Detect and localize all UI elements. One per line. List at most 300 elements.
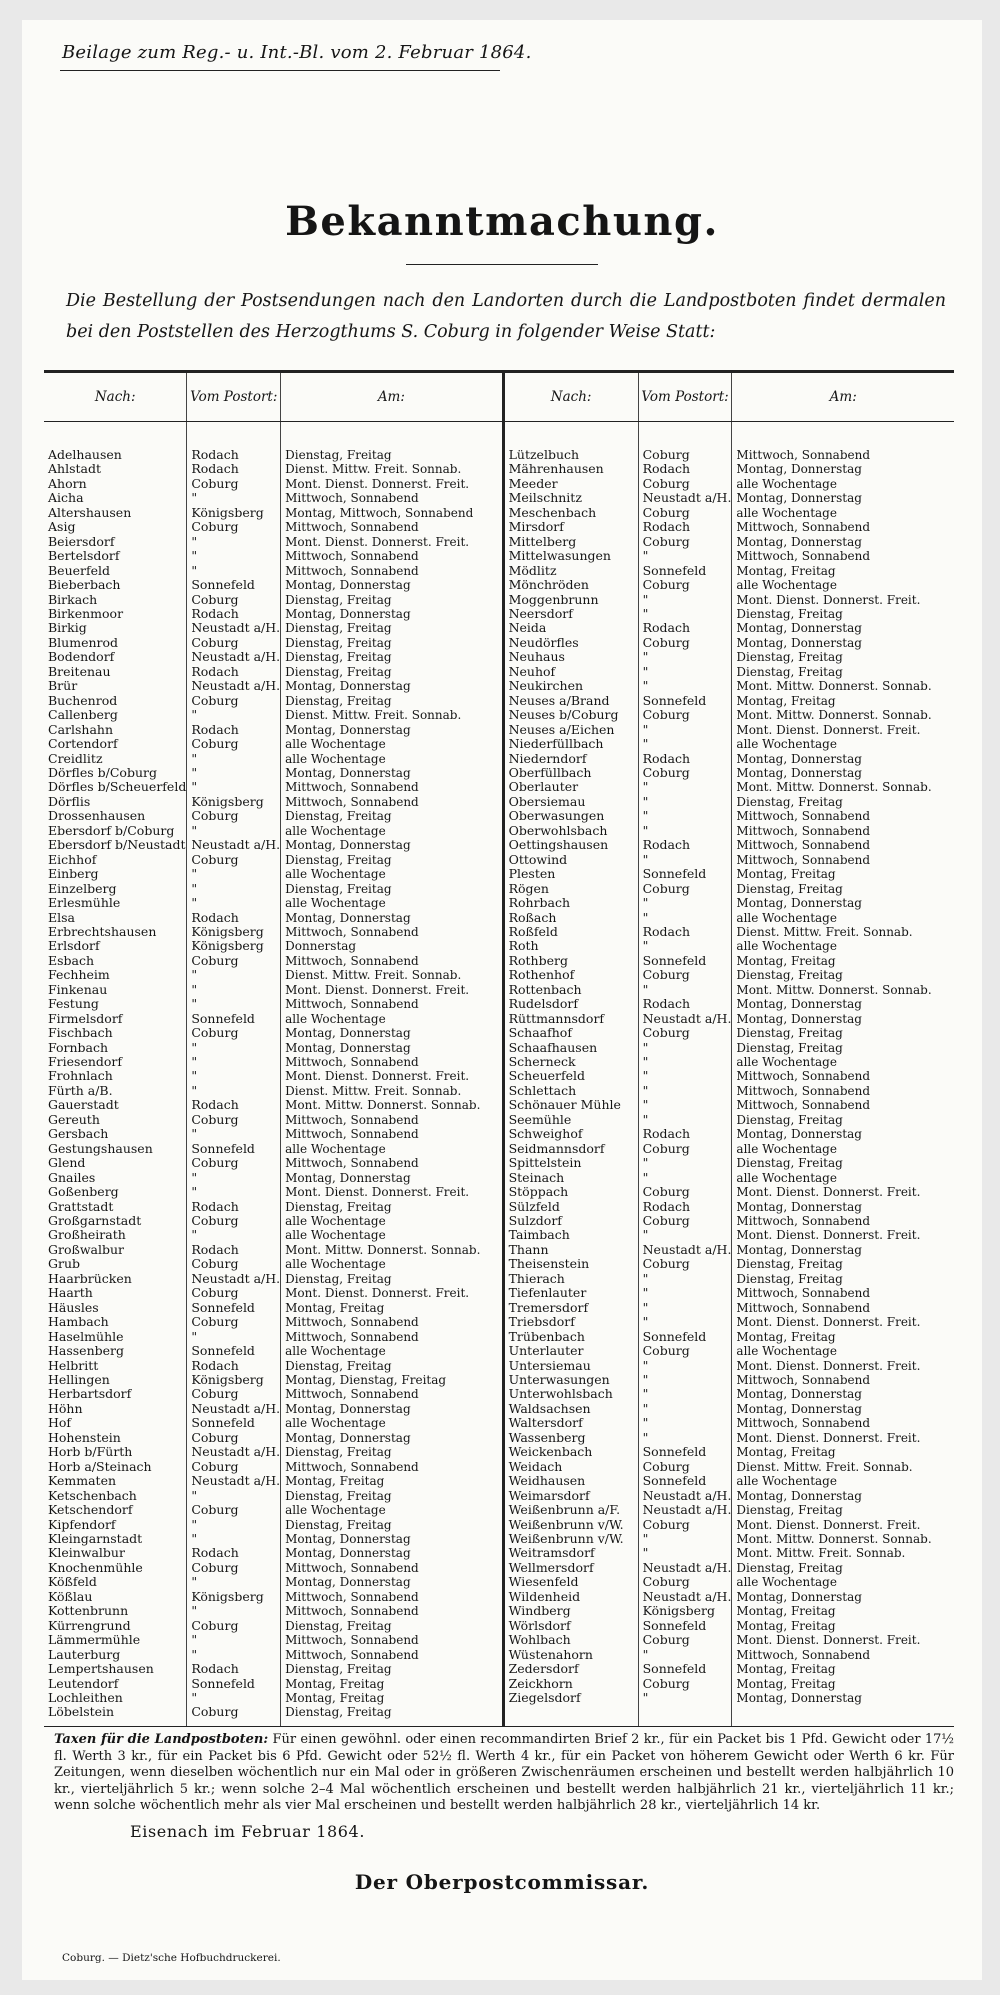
place-to: Weißenbrunn v/W. bbox=[503, 1518, 638, 1532]
post-office: Coburg bbox=[187, 520, 281, 534]
delivery-days: alle Wochentage bbox=[281, 1503, 503, 1517]
table-row bbox=[44, 422, 954, 463]
post-office: " bbox=[187, 1041, 281, 1055]
place-to: Niederfüllbach bbox=[503, 737, 638, 751]
place-to: Brür bbox=[48, 679, 78, 694]
delivery-days bbox=[732, 1705, 954, 1726]
post-office: " bbox=[638, 1359, 732, 1373]
place-to: Hassenberg bbox=[48, 1344, 125, 1359]
post-office: Sonnefeld bbox=[187, 1012, 281, 1026]
table-row bbox=[44, 1633, 954, 1647]
delivery-days: alle Wochentage bbox=[281, 1344, 503, 1358]
place-to bbox=[503, 1705, 638, 1726]
delivery-days: Mittwoch, Sonnabend bbox=[281, 780, 503, 794]
delivery-days: Montag, Donnerstag bbox=[732, 535, 954, 549]
place-to: Roth bbox=[503, 939, 638, 953]
table-row bbox=[44, 1705, 954, 1726]
post-office: Coburg bbox=[187, 954, 281, 968]
post-office: " bbox=[187, 766, 281, 780]
post-office: Rodach bbox=[187, 1546, 281, 1560]
post-office: " bbox=[187, 708, 281, 722]
delivery-days: alle Wochentage bbox=[281, 1228, 503, 1242]
post-office: Coburg bbox=[187, 593, 281, 607]
table-row bbox=[44, 1503, 954, 1517]
header-rule bbox=[60, 70, 500, 71]
delivery-days: Montag, Donnerstag bbox=[732, 766, 954, 780]
post-office: " bbox=[638, 1416, 732, 1430]
post-office: Rodach bbox=[187, 1662, 281, 1676]
delivery-days: Mittwoch, Sonnabend bbox=[281, 1156, 503, 1170]
table-header-row bbox=[44, 372, 954, 422]
post-office: " bbox=[638, 1648, 732, 1662]
table-row bbox=[44, 679, 954, 693]
delivery-days: Montag, Donnerstag bbox=[732, 997, 954, 1011]
post-office: Coburg bbox=[638, 766, 732, 780]
post-office: " bbox=[187, 1604, 281, 1618]
place-to: Zeickhorn bbox=[503, 1677, 638, 1691]
post-office: Coburg bbox=[187, 1460, 281, 1474]
table-row bbox=[44, 1691, 954, 1705]
table-row bbox=[44, 1185, 954, 1199]
table-row bbox=[44, 1619, 954, 1633]
place-to: Stöppach bbox=[503, 1185, 638, 1199]
place-to: Ahorn bbox=[48, 476, 87, 491]
post-office: Königsberg bbox=[187, 1590, 281, 1604]
post-office: Rodach bbox=[187, 723, 281, 737]
post-office: " bbox=[187, 1084, 281, 1098]
place-to: Großheirath bbox=[48, 1228, 126, 1243]
place-to: Wildenheid bbox=[503, 1590, 638, 1604]
post-office: Coburg bbox=[638, 422, 732, 463]
place-to: Windberg bbox=[503, 1604, 638, 1618]
place-to: Kürrengrund bbox=[48, 1618, 131, 1633]
delivery-days: Mittwoch, Sonnabend bbox=[281, 997, 503, 1011]
delivery-days: Dienstag, Freitag bbox=[281, 1200, 503, 1214]
post-office: " bbox=[638, 1156, 732, 1170]
post-office: Coburg bbox=[187, 1705, 281, 1726]
place-to: Kleingarnstadt bbox=[48, 1531, 143, 1546]
delivery-days: Mont. Mittw. Donnerst. Sonnab. bbox=[281, 1098, 503, 1112]
delivery-days: Mont. Mittw. Donnerst. Sonnab. bbox=[281, 1243, 503, 1257]
post-office: Sonnefeld bbox=[638, 1445, 732, 1459]
table-row bbox=[44, 1098, 954, 1112]
place-to: Seemühle bbox=[503, 1113, 638, 1127]
delivery-days: Dienstag, Freitag bbox=[732, 882, 954, 896]
post-office: Königsberg bbox=[187, 939, 281, 953]
delivery-days: Donnerstag bbox=[281, 939, 503, 953]
post-office: " bbox=[187, 1228, 281, 1242]
delivery-days: Mittwoch, Sonnabend bbox=[732, 853, 954, 867]
delivery-days: Dienstag, Freitag bbox=[281, 853, 503, 867]
table-row bbox=[44, 1272, 954, 1286]
place-to: Haselmühle bbox=[48, 1329, 124, 1344]
post-office: Rodach bbox=[638, 997, 732, 1011]
post-office: Sonnefeld bbox=[638, 1330, 732, 1344]
delivery-days: Mittwoch, Sonnabend bbox=[732, 824, 954, 838]
col-header-to: Nach: bbox=[503, 372, 638, 422]
post-office: Sonnefeld bbox=[638, 564, 732, 578]
place-to: Neuhof bbox=[503, 665, 638, 679]
place-to: Weimarsdorf bbox=[503, 1489, 638, 1503]
delivery-days: Dienst. Mittw. Freit. Sonnab. bbox=[281, 968, 503, 982]
place-to: Tiefenlauter bbox=[503, 1286, 638, 1300]
place-to: Grattstadt bbox=[48, 1199, 114, 1214]
post-office: Neustadt a/H. bbox=[638, 1012, 732, 1026]
post-office: Sonnefeld bbox=[638, 1619, 732, 1633]
delivery-days: Mittwoch, Sonnabend bbox=[281, 795, 503, 809]
table-row bbox=[44, 1402, 954, 1416]
place-to: Waldsachsen bbox=[503, 1402, 638, 1416]
place-to: Trübenbach bbox=[503, 1330, 638, 1344]
post-office: Sonnefeld bbox=[638, 1474, 732, 1488]
delivery-days: Montag, Donnerstag bbox=[281, 1546, 503, 1560]
table-row bbox=[44, 1648, 954, 1662]
place-to: Ebersdorf b/Coburg bbox=[48, 823, 175, 838]
post-office: Rodach bbox=[638, 520, 732, 534]
tax-text: Für einen gewöhnl. oder einen recommandirten Brief 2 kr., für ein Packet bis 1 Pfd. Gewicht oder 17½ fl. Werth 3 kr., für ein Packet bis 6 Pfd. Gewicht oder 52½ fl. Werth 4 kr., für ein Packet von höherem Gewicht oder Werth 6 kr. Für Zeitungen, wenn dieselben wöchentlich nur ein Mal oder in größeren Zwischenräumen erscheinen und bestellt werden halbjährlich 10 kr., vierteljährlich 5 kr.; wenn solche 2–4 Mal wöchentlich erscheinen und bestellt werden halbjährlich 21 kr., vierteljährlich 11 kr.; wenn solche wöchentlich mehr als vier Mal erscheinen und bestellt werden halbjährlich 28 kr., vierteljährlich 14 kr. bbox=[54, 1732, 955, 1813]
place-to: Weitramsdorf bbox=[503, 1546, 638, 1560]
place-to: Theisenstein bbox=[503, 1257, 638, 1271]
place-to: Erlesmühle bbox=[48, 896, 121, 911]
post-office: Rodach bbox=[187, 1243, 281, 1257]
place-to: Löbelstein bbox=[44, 1705, 187, 1726]
place-to: Goßenberg bbox=[48, 1185, 119, 1200]
post-office: Coburg bbox=[638, 477, 732, 491]
place-to: Lempertshausen bbox=[48, 1662, 154, 1677]
post-office: Coburg bbox=[638, 882, 732, 896]
place-to: Kemmaten bbox=[48, 1474, 117, 1489]
delivery-days: Montag, Donnerstag bbox=[732, 1387, 954, 1401]
delivery-days: Montag, Donnerstag bbox=[281, 1171, 503, 1185]
post-office: Coburg bbox=[638, 968, 732, 982]
delivery-days: Dienstag, Freitag bbox=[281, 1619, 503, 1633]
col-header-on: Am: bbox=[281, 372, 503, 422]
delivery-days: Montag, Donnerstag bbox=[281, 1402, 503, 1416]
post-office: " bbox=[638, 737, 732, 751]
post-office: Coburg bbox=[638, 636, 732, 650]
delivery-days: alle Wochentage bbox=[732, 1142, 954, 1156]
place-to: Meilschnitz bbox=[503, 491, 638, 505]
place-to: Herbartsdorf bbox=[48, 1387, 132, 1402]
delivery-days: Dienst. Mittw. Freit. Sonnab. bbox=[732, 925, 954, 939]
table-row bbox=[44, 578, 954, 592]
post-office: Coburg bbox=[638, 1257, 732, 1271]
place-to: Ebersdorf b/Neustadt bbox=[48, 838, 186, 853]
delivery-days: Montag, Freitag bbox=[732, 1619, 954, 1633]
post-office: Königsberg bbox=[187, 506, 281, 520]
page-title: Bekanntmachung. bbox=[285, 198, 719, 245]
delivery-days: Dienst. Mittw. Freit. Sonnab. bbox=[732, 1460, 954, 1474]
place-to: Neudörfles bbox=[503, 636, 638, 650]
table-row bbox=[44, 939, 954, 953]
table-row bbox=[44, 780, 954, 794]
delivery-days: Montag, Donnerstag bbox=[281, 838, 503, 852]
post-office: Rodach bbox=[638, 1127, 732, 1141]
delivery-days: Mont. Dienst. Donnerst. Freit. bbox=[732, 1315, 954, 1329]
delivery-days: Dienstag, Freitag bbox=[732, 1026, 954, 1040]
delivery-days: Montag, Donnerstag bbox=[732, 1243, 954, 1257]
table-row bbox=[44, 1359, 954, 1373]
table-row bbox=[44, 1445, 954, 1459]
table-row bbox=[44, 1286, 954, 1300]
post-office: Coburg bbox=[638, 1518, 732, 1532]
delivery-days: Dienstag, Freitag bbox=[281, 1272, 503, 1286]
place-to: Ahlstadt bbox=[48, 462, 101, 477]
post-office: Sonnefeld bbox=[638, 954, 732, 968]
post-office: " bbox=[638, 853, 732, 867]
post-office: Neustadt a/H. bbox=[187, 1272, 281, 1286]
post-office: Sonnefeld bbox=[638, 1662, 732, 1676]
place-to: Grub bbox=[48, 1257, 81, 1272]
place-to: Zedersdorf bbox=[503, 1662, 638, 1676]
table-row bbox=[44, 506, 954, 520]
post-office: Neustadt a/H. bbox=[638, 1489, 732, 1503]
delivery-days: Mittwoch, Sonnabend bbox=[281, 1633, 503, 1647]
delivery-days: Montag, Freitag bbox=[732, 1677, 954, 1691]
place-to: Einberg bbox=[48, 867, 99, 882]
post-office: Coburg bbox=[187, 1257, 281, 1271]
delivery-days: Dienstag, Freitag bbox=[732, 1113, 954, 1127]
delivery-days: Dienstag, Freitag bbox=[732, 665, 954, 679]
place-to: Horb b/Fürth bbox=[48, 1445, 133, 1460]
delivery-days: Mittwoch, Sonnabend bbox=[281, 1330, 503, 1344]
place-to: Blumenrod bbox=[48, 635, 119, 650]
place-to: Thann bbox=[503, 1243, 638, 1257]
delivery-days: Mittwoch, Sonnabend bbox=[281, 1590, 503, 1604]
place-to: Creidlitz bbox=[48, 751, 103, 766]
place-to: Adelhausen bbox=[48, 447, 122, 462]
post-office: " bbox=[187, 896, 281, 910]
place-to: Ketschendorf bbox=[48, 1503, 133, 1518]
delivery-days: Dienstag, Freitag bbox=[281, 621, 503, 635]
delivery-days: Mont. Dienst. Donnerst. Freit. bbox=[732, 1228, 954, 1242]
table-body bbox=[44, 422, 954, 1727]
table-row bbox=[44, 766, 954, 780]
place-to: Seidmannsdorf bbox=[503, 1142, 638, 1156]
delivery-days: Dienstag, Freitag bbox=[732, 1272, 954, 1286]
place-to: Unterwasungen bbox=[503, 1373, 638, 1387]
place-to: Schaafhausen bbox=[503, 1041, 638, 1055]
delivery-days: Mont. Dienst. Donnerst. Freit. bbox=[732, 1633, 954, 1647]
table-row bbox=[44, 795, 954, 809]
post-office: Rodach bbox=[638, 462, 732, 476]
table-row bbox=[44, 636, 954, 650]
table-row bbox=[44, 838, 954, 852]
place-to: Steinach bbox=[503, 1171, 638, 1185]
table-row bbox=[44, 1041, 954, 1055]
delivery-days: Mittwoch, Sonnabend bbox=[281, 1387, 503, 1401]
delivery-days: Mont. Dienst. Donnerst. Freit. bbox=[732, 1359, 954, 1373]
place-to: Mittelwasungen bbox=[503, 549, 638, 563]
table-row bbox=[44, 1069, 954, 1083]
delivery-days: Montag, Donnerstag bbox=[732, 462, 954, 476]
post-office: Coburg bbox=[187, 1387, 281, 1401]
delivery-days: Mont. Dienst. Donnerst. Freit. bbox=[281, 1286, 503, 1300]
place-to: Fechheim bbox=[48, 968, 110, 983]
delivery-days: Montag, Donnerstag bbox=[732, 1200, 954, 1214]
delivery-days: Montag, Freitag bbox=[732, 867, 954, 881]
place-to: Großgarnstadt bbox=[48, 1214, 142, 1229]
delivery-days: Mont. Dienst. Donnerst. Freit. bbox=[281, 535, 503, 549]
delivery-days: alle Wochentage bbox=[732, 477, 954, 491]
delivery-days: Dienstag, Freitag bbox=[281, 636, 503, 650]
post-office: " bbox=[187, 997, 281, 1011]
place-to: Rögen bbox=[503, 882, 638, 896]
table-row bbox=[44, 1012, 954, 1026]
post-office: Coburg bbox=[187, 809, 281, 823]
post-office: " bbox=[187, 1648, 281, 1662]
delivery-days: Montag, Freitag bbox=[732, 564, 954, 578]
place-to: Drossenhausen bbox=[48, 809, 146, 824]
post-office: Coburg bbox=[187, 1214, 281, 1228]
place-to: Haarth bbox=[48, 1286, 93, 1301]
table-row bbox=[44, 535, 954, 549]
place-to: Glend bbox=[48, 1156, 86, 1171]
place-to: Schönauer Mühle bbox=[503, 1098, 638, 1112]
post-office: Sonnefeld bbox=[187, 1416, 281, 1430]
post-office: Rodach bbox=[187, 422, 281, 463]
delivery-days: Mont. Dienst. Donnerst. Freit. bbox=[732, 1518, 954, 1532]
delivery-days: Montag, Donnerstag bbox=[281, 766, 503, 780]
place-to: Fürth a/B. bbox=[48, 1083, 113, 1098]
table-row bbox=[44, 607, 954, 621]
place-to: Wassenberg bbox=[503, 1431, 638, 1445]
place-to: Sülzfeld bbox=[503, 1200, 638, 1214]
place-to: Meeder bbox=[503, 477, 638, 491]
delivery-days: Mittwoch, Sonnabend bbox=[732, 1648, 954, 1662]
post-office: Neustadt a/H. bbox=[638, 491, 732, 505]
place-to: Buchenrod bbox=[48, 693, 118, 708]
place-to: Friesendorf bbox=[48, 1055, 123, 1070]
table-row bbox=[44, 737, 954, 751]
place-to: Wellmersdorf bbox=[503, 1561, 638, 1575]
post-office: Neustadt a/H. bbox=[187, 650, 281, 664]
place-to: Unterwohlsbach bbox=[503, 1387, 638, 1401]
delivery-days: Dienstag, Freitag bbox=[281, 650, 503, 664]
place-to: Meschenbach bbox=[503, 506, 638, 520]
delivery-days: Dienst. Mittw. Freit. Sonnab. bbox=[281, 1084, 503, 1098]
place-to: Neida bbox=[503, 621, 638, 635]
col-header-from: Vom Postort: bbox=[187, 372, 281, 422]
delivery-days: alle Wochentage bbox=[281, 867, 503, 881]
delivery-days: alle Wochentage bbox=[281, 1416, 503, 1430]
post-office: " bbox=[638, 1431, 732, 1445]
post-office: " bbox=[187, 983, 281, 997]
place-to: Scherneck bbox=[503, 1055, 638, 1069]
delivery-days: Mittwoch, Sonnabend bbox=[281, 925, 503, 939]
delivery-days: Mittwoch, Sonnabend bbox=[732, 1301, 954, 1315]
place-to: Rüttmannsdorf bbox=[503, 1012, 638, 1026]
delivery-days: Montag, Donnerstag bbox=[732, 621, 954, 635]
place-to: Triebsdorf bbox=[503, 1315, 638, 1329]
post-office: " bbox=[638, 1691, 732, 1705]
place-to: Großwalbur bbox=[48, 1242, 125, 1257]
post-office: Coburg bbox=[638, 1575, 732, 1589]
post-office: " bbox=[638, 1387, 732, 1401]
table-row bbox=[44, 1431, 954, 1445]
place-to: Mirsdorf bbox=[503, 520, 638, 534]
post-office: Coburg bbox=[638, 1633, 732, 1647]
place-to: Wohlbach bbox=[503, 1633, 638, 1647]
post-office: Coburg bbox=[638, 1185, 732, 1199]
place-to: Taimbach bbox=[503, 1228, 638, 1242]
post-office: " bbox=[187, 1575, 281, 1589]
table-row bbox=[44, 1142, 954, 1156]
place-to: Esbach bbox=[48, 953, 95, 968]
delivery-days: Mittwoch, Sonnabend bbox=[281, 1648, 503, 1662]
delivery-days: Dienstag, Freitag bbox=[281, 809, 503, 823]
place-to: Knochenmühle bbox=[48, 1560, 143, 1575]
delivery-days: Mont. Mittw. Donnerst. Sonnab. bbox=[732, 679, 954, 693]
place-to: Oberfüllbach bbox=[503, 766, 638, 780]
place-to: Rudelsdorf bbox=[503, 997, 638, 1011]
place-to: Neukirchen bbox=[503, 679, 638, 693]
delivery-days: Dienstag, Freitag bbox=[281, 1705, 503, 1726]
place-to: Elsa bbox=[48, 910, 75, 925]
post-office: " bbox=[187, 1069, 281, 1083]
place-to: Oettingshausen bbox=[503, 838, 638, 852]
post-office: " bbox=[638, 1315, 732, 1329]
place-to: Birkig bbox=[48, 621, 87, 636]
table-row bbox=[44, 911, 954, 925]
delivery-days: Mittwoch, Sonnabend bbox=[732, 549, 954, 563]
post-office: Sonnefeld bbox=[638, 694, 732, 708]
delivery-days: Montag, Freitag bbox=[732, 954, 954, 968]
post-office: Sonnefeld bbox=[187, 1677, 281, 1691]
delivery-days: Montag, Donnerstag bbox=[281, 1575, 503, 1589]
delivery-days: alle Wochentage bbox=[281, 824, 503, 838]
table-row bbox=[44, 1460, 954, 1474]
table-row bbox=[44, 1243, 954, 1257]
delivery-days: Mittwoch, Sonnabend bbox=[732, 1069, 954, 1083]
post-office bbox=[638, 1705, 732, 1726]
place-to: Kößfeld bbox=[48, 1575, 97, 1590]
place-to: Neuses a/Brand bbox=[503, 694, 638, 708]
delivery-days: Montag, Freitag bbox=[281, 1301, 503, 1315]
post-office: " bbox=[638, 795, 732, 809]
table-row bbox=[44, 1604, 954, 1618]
post-office: Rodach bbox=[638, 752, 732, 766]
post-office: " bbox=[638, 1041, 732, 1055]
table-row bbox=[44, 954, 954, 968]
delivery-days: Mont. Mittw. Donnerst. Sonnab. bbox=[732, 1532, 954, 1546]
post-office: " bbox=[638, 1228, 732, 1242]
table-row bbox=[44, 1156, 954, 1170]
delivery-days: alle Wochentage bbox=[732, 506, 954, 520]
delivery-days: Mittwoch, Sonnabend bbox=[281, 1127, 503, 1141]
title-rule bbox=[406, 264, 598, 265]
post-office: Rodach bbox=[187, 607, 281, 621]
delivery-days: alle Wochentage bbox=[732, 1171, 954, 1185]
table-row bbox=[44, 896, 954, 910]
post-office: Sonnefeld bbox=[187, 1344, 281, 1358]
delivery-days: Dienstag, Freitag bbox=[281, 665, 503, 679]
col-header-to: Nach: bbox=[44, 372, 187, 422]
table-row bbox=[44, 1200, 954, 1214]
table-row bbox=[44, 1662, 954, 1676]
place-to: Altershausen bbox=[48, 505, 132, 520]
table-row bbox=[44, 983, 954, 997]
post-office: Coburg bbox=[187, 1431, 281, 1445]
table-row bbox=[44, 1315, 954, 1329]
delivery-days: Mont. Dienst. Donnerst. Freit. bbox=[732, 1431, 954, 1445]
place-to: Asig bbox=[48, 520, 76, 535]
table-row bbox=[44, 1171, 954, 1185]
delivery-days: Montag, Donnerstag bbox=[281, 1431, 503, 1445]
place-to: Weißenbrunn a/F. bbox=[503, 1503, 638, 1517]
place-to: Rothberg bbox=[503, 954, 638, 968]
post-office: " bbox=[187, 780, 281, 794]
